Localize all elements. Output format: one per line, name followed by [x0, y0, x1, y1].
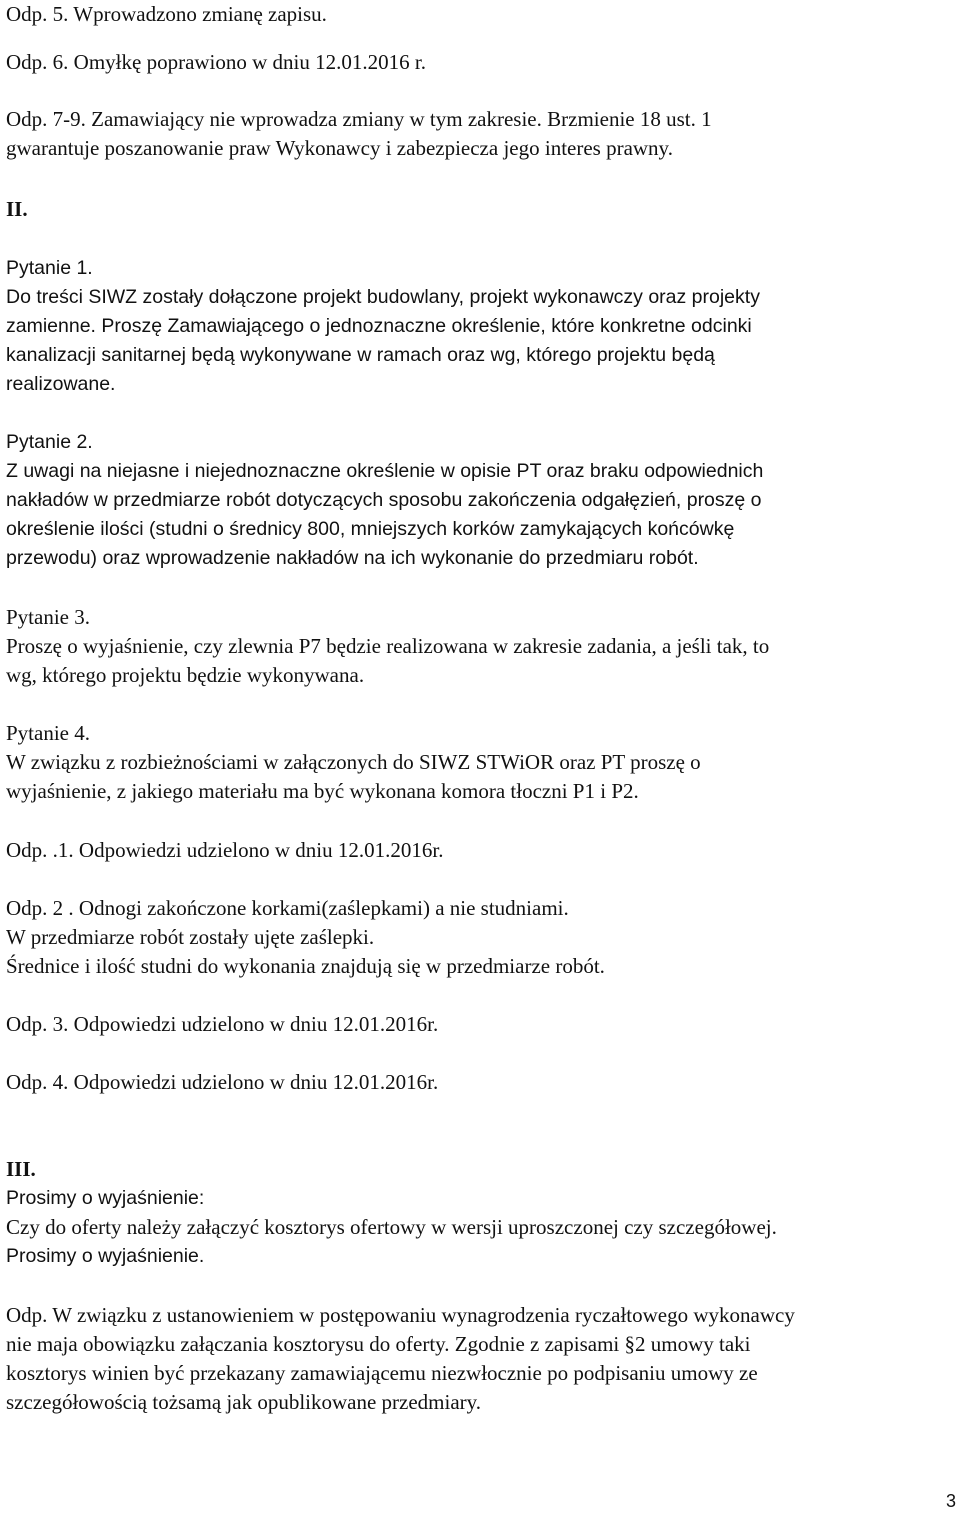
text-line: Odp. 7-9. Zamawiający nie wprowadza zmiany w tym zakresie. Brzmienie 18 ust. 1 [6, 107, 712, 131]
text-line: wyjaśnienie, z jakiego materiału ma być wykonana komora tłoczni P1 i P2. [6, 779, 639, 803]
text-line: Odp. 3. Odpowiedzi udzielono w dniu 12.01.2016r. [6, 1012, 439, 1036]
text-fragment: Proszę Zamawiającego o jednoznaczne określenie, które konkretne odcinki [101, 315, 752, 337]
text-line: Prosimy o wyjaśnienie. [6, 1245, 205, 1267]
text-line: W przedmiarze robót zostały ujęte zaślepki. [6, 925, 375, 949]
text-line: wg, którego projektu będzie wykonywana. [6, 663, 365, 687]
text-line: Odp. 2 . Odnogi zakończone korkami(zaślepkami) a nie studniami. [6, 896, 569, 920]
text-line: Średnice i ilość studni do wykonania znajdują się w przedmiarze robót. [6, 954, 605, 978]
text-line: Odp. .1. Odpowiedzi udzielono w dniu 12.01.2016r. [6, 838, 444, 862]
page-number: 3 [945, 1491, 956, 1511]
text-line: kanalizacji sanitarnej będą wykonywane w ramach oraz wg, którego projektu będą [6, 344, 715, 366]
text-line: W związku z rozbieżnościami w załączonych do SIWZ STWiOR oraz PT proszę o [6, 750, 701, 774]
text-line: Do treści SIWZ zostały dołączone projekt budowlany, projekt wykonawczy oraz projekty [6, 286, 760, 308]
text-line: Proszę o wyjaśnienie, czy zlewnia P7 będzie realizowana w zakresie zadania, a jeśli tak, to [6, 634, 770, 658]
text-line: Odp. W związku z ustanowieniem w postępowaniu wynagrodzenia ryczałtowego wykonawcy [6, 1303, 795, 1327]
section-heading: II. [6, 197, 28, 221]
text-line: Odp. 6. Omyłkę poprawiono w dniu 12.01.2016 r. [6, 50, 426, 74]
question-label: Pytanie 4. [6, 721, 90, 745]
question-label: Pytanie 2. [6, 431, 93, 453]
text-line: szczegółowością tożsamą jak opublikowane przedmiary. [6, 1390, 482, 1414]
text-line: Z uwagi na niejasne i niejednoznaczne określenie w opisie PT oraz braku odpowiednich [6, 460, 764, 482]
text-line: nakładów w przedmiarze robót dotyczących sposobu zakończenia odgałęzień, proszę o [6, 489, 762, 511]
text-line: Czy do oferty należy załączyć kosztorys ofertowy w wersji uproszczonej czy szczegółowej. [6, 1215, 777, 1239]
text-line [6, 312, 752, 341]
text-line: kosztorys winien być przekazany zamawiającemu niezwłocznie po podpisaniu umowy ze [6, 1361, 758, 1385]
text-line: Odp. 5. Wprowadzono zmianę zapisu. [6, 2, 327, 26]
section-heading: III. [6, 1157, 36, 1181]
question-label: Pytanie 1. [6, 257, 93, 279]
text-fragment: zamienne. [6, 315, 96, 337]
text-line: realizowane. [6, 373, 116, 395]
question-label: Pytanie 3. [6, 605, 90, 629]
text-line: Odp. 4. Odpowiedzi udzielono w dniu 12.01.2016r. [6, 1070, 439, 1094]
text-line: Prosimy o wyjaśnienie: [6, 1187, 205, 1209]
text-line: przewodu) oraz wprowadzenie nakładów na ich wykonanie do przedmiaru robót. [6, 547, 699, 569]
text-line: nie maja obowiązku załączania kosztorysu do oferty. Zgodnie z zapisami §2 umowy taki [6, 1332, 751, 1356]
text-line: gwarantuje poszanowanie praw Wykonawcy i zabezpiecza jego interes prawny. [6, 136, 673, 160]
text-line: określenie ilości (studni o średnicy 800, mniejszych korków zamykających końcówkę [6, 518, 735, 540]
